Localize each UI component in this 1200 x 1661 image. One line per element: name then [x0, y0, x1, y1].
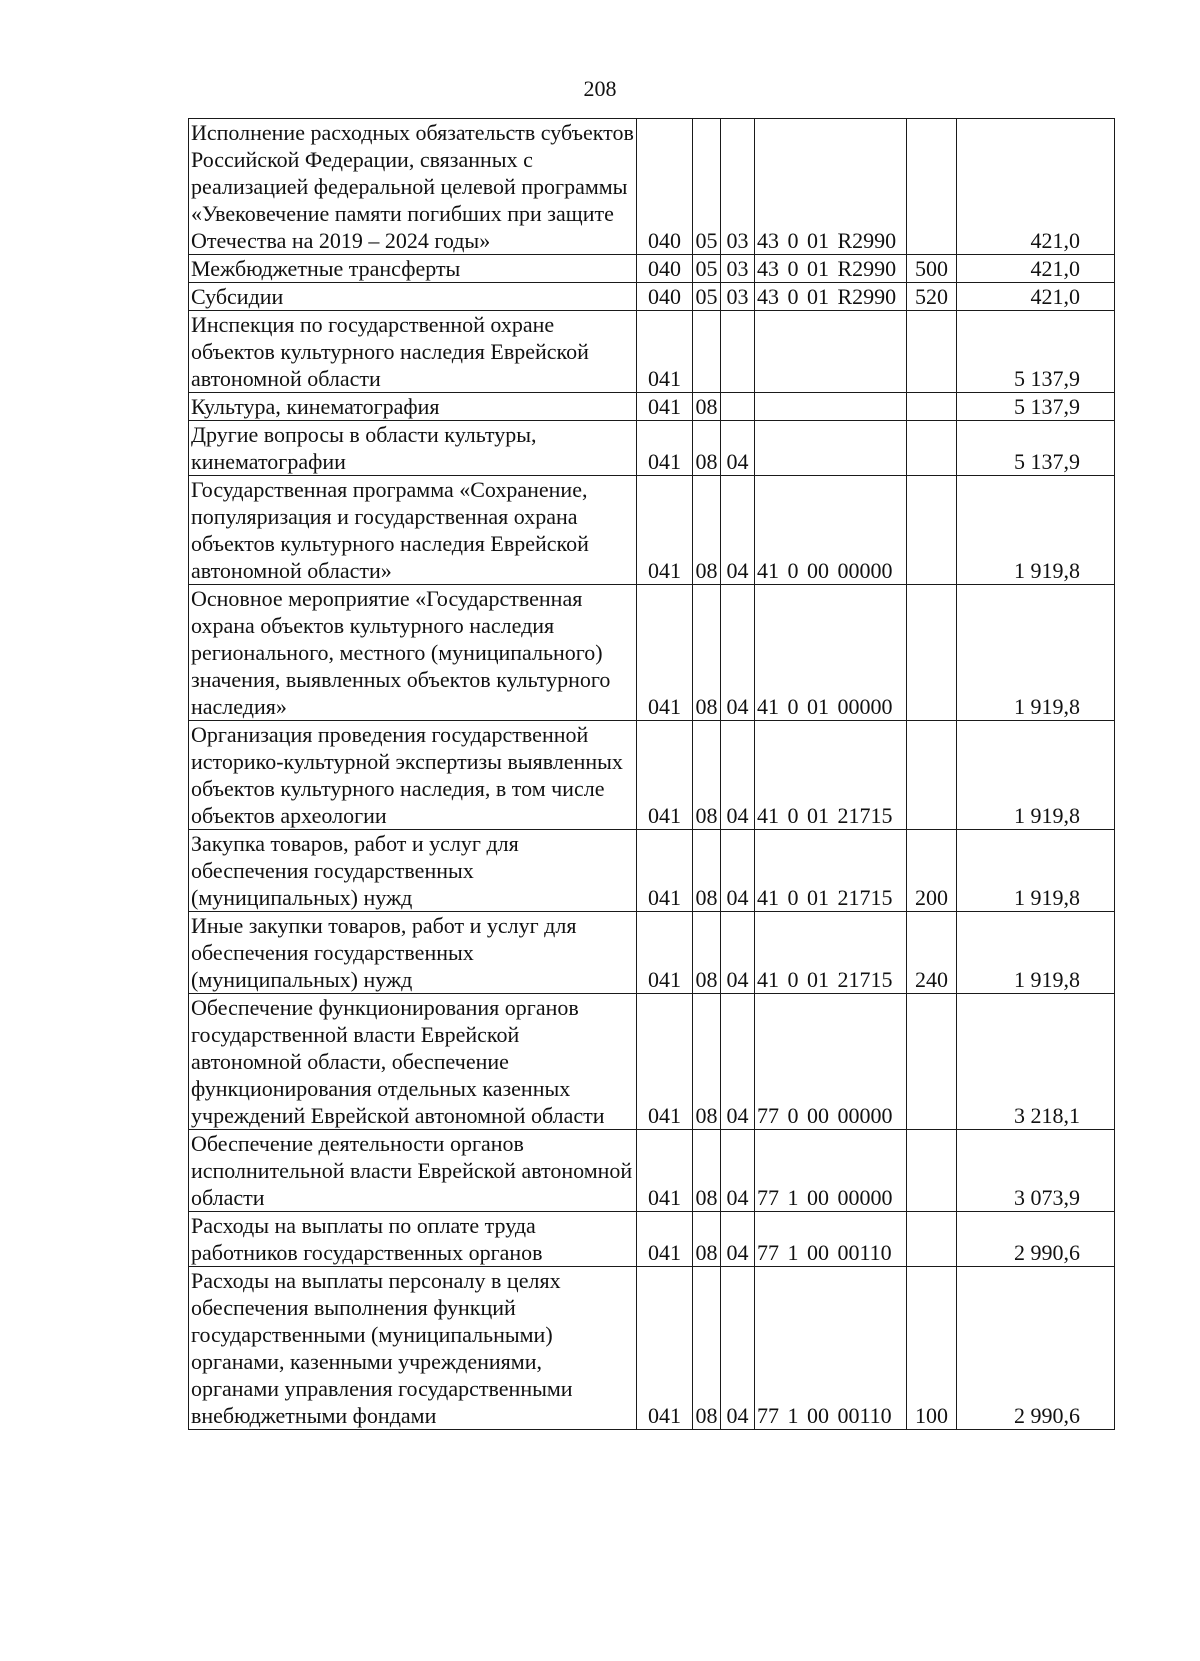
- row-ved: 041: [637, 912, 693, 994]
- row-pr: [721, 311, 755, 393]
- row-pr: 04: [721, 721, 755, 830]
- row-amount: 2 990,6: [957, 1212, 1115, 1267]
- row-rz: 08: [693, 912, 721, 994]
- row-ved: 041: [637, 1267, 693, 1430]
- row-vr: [907, 119, 957, 255]
- row-pr: 04: [721, 994, 755, 1130]
- row-pr: 04: [721, 585, 755, 721]
- row-name: Основное мероприятие «Государственная охрана объектов культурного наследия регионального, местного (муниципального) значения, выявленных объектов культурного наследия»: [189, 585, 637, 721]
- row-name: Организация проведения государственной историко-культурной экспертизы выявленных объектов культурного наследия, в том числе объектов археологии: [189, 721, 637, 830]
- row-csr: 77 1 00 00110: [755, 1267, 907, 1430]
- table-row: [189, 830, 1115, 912]
- row-vr: [907, 721, 957, 830]
- table-row: [189, 393, 1115, 421]
- row-pr: 03: [721, 283, 755, 311]
- row-amount: 1 919,8: [957, 476, 1115, 585]
- row-pr: 04: [721, 1212, 755, 1267]
- row-vr: [907, 393, 957, 421]
- row-vr: 240: [907, 912, 957, 994]
- row-pr: [721, 393, 755, 421]
- row-rz: 08: [693, 830, 721, 912]
- row-amount: 1 919,8: [957, 721, 1115, 830]
- row-amount: 1 919,8: [957, 585, 1115, 721]
- row-rz: [693, 311, 721, 393]
- row-csr: 77 1 00 00000: [755, 1130, 907, 1212]
- table-row: [189, 1267, 1115, 1430]
- table-row: [189, 1130, 1115, 1212]
- row-amount: 5 137,9: [957, 421, 1115, 476]
- table-row: [189, 311, 1115, 393]
- row-pr: 04: [721, 1130, 755, 1212]
- row-rz: 05: [693, 283, 721, 311]
- table-row: [189, 255, 1115, 283]
- row-vr: 520: [907, 283, 957, 311]
- row-amount: 5 137,9: [957, 311, 1115, 393]
- row-vr: 200: [907, 830, 957, 912]
- row-rz: 08: [693, 421, 721, 476]
- row-amount: 3 218,1: [957, 994, 1115, 1130]
- table-row: [189, 912, 1115, 994]
- row-name: Культура, кинематография: [189, 393, 637, 421]
- row-rz: 05: [693, 255, 721, 283]
- row-csr: 43 0 01 R2990: [755, 255, 907, 283]
- row-csr: 41 0 00 00000: [755, 476, 907, 585]
- row-rz: 08: [693, 393, 721, 421]
- row-rz: 08: [693, 1267, 721, 1430]
- row-ved: 041: [637, 393, 693, 421]
- table-row: [189, 119, 1115, 255]
- row-vr: [907, 994, 957, 1130]
- row-ved: 041: [637, 830, 693, 912]
- row-ved: 041: [637, 721, 693, 830]
- row-vr: [907, 311, 957, 393]
- row-pr: 03: [721, 119, 755, 255]
- row-name: Субсидии: [189, 283, 637, 311]
- row-pr: 04: [721, 1267, 755, 1430]
- row-vr: [907, 476, 957, 585]
- row-csr: [755, 393, 907, 421]
- row-name: Инспекция по государственной охране объектов культурного наследия Еврейской автономной области: [189, 311, 637, 393]
- table-row: [189, 421, 1115, 476]
- row-name: Обеспечение функционирования органов государственной власти Еврейской автономной области, обеспечение функционирования отдельных казенных учреждений Еврейской автономной области: [189, 994, 637, 1130]
- row-amount: 421,0: [957, 119, 1115, 255]
- row-ved: 040: [637, 119, 693, 255]
- row-pr: 03: [721, 255, 755, 283]
- row-vr: [907, 1130, 957, 1212]
- row-amount: 421,0: [957, 255, 1115, 283]
- table-row: [189, 283, 1115, 311]
- row-csr: 41 0 01 00000: [755, 585, 907, 721]
- row-rz: 08: [693, 1212, 721, 1267]
- row-vr: 500: [907, 255, 957, 283]
- row-amount: 3 073,9: [957, 1130, 1115, 1212]
- row-rz: 05: [693, 119, 721, 255]
- row-name: Расходы на выплаты по оплате труда работников государственных органов: [189, 1212, 637, 1267]
- row-amount: 1 919,8: [957, 912, 1115, 994]
- row-rz: 08: [693, 721, 721, 830]
- row-name: Другие вопросы в области культуры, кинематографии: [189, 421, 637, 476]
- row-vr: [907, 585, 957, 721]
- row-name: Государственная программа «Сохранение, популяризация и государственная охрана объектов культурного наследия Еврейской автономной области»: [189, 476, 637, 585]
- row-name: Иные закупки товаров, работ и услуг для обеспечения государственных (муниципальных) нужд: [189, 912, 637, 994]
- row-csr: 43 0 01 R2990: [755, 283, 907, 311]
- row-name: Исполнение расходных обязательств субъектов Российской Федерации, связанных с реализацией федеральной целевой программы «Увековечение памяти погибших при защите Отечества на 2019 – 2024 годы»: [189, 119, 637, 255]
- row-name: Межбюджетные трансферты: [189, 255, 637, 283]
- row-pr: 04: [721, 421, 755, 476]
- table-row: [189, 994, 1115, 1130]
- row-csr: 41 0 01 21715: [755, 721, 907, 830]
- row-name: Закупка товаров, работ и услуг для обеспечения государственных (муниципальных) нужд: [189, 830, 637, 912]
- row-csr: [755, 421, 907, 476]
- row-rz: 08: [693, 1130, 721, 1212]
- row-name: Расходы на выплаты персоналу в целях обеспечения выполнения функций государственными (муниципальными) органами, казенными учреждениями, органами управления государственными внебюджетными фондами: [189, 1267, 637, 1430]
- row-vr: 100: [907, 1267, 957, 1430]
- row-pr: 04: [721, 912, 755, 994]
- row-ved: 041: [637, 1212, 693, 1267]
- row-amount: 2 990,6: [957, 1267, 1115, 1430]
- row-csr: 41 0 01 21715: [755, 912, 907, 994]
- row-amount: 1 919,8: [957, 830, 1115, 912]
- row-csr: 43 0 01 R2990: [755, 119, 907, 255]
- row-vr: [907, 421, 957, 476]
- row-amount: 5 137,9: [957, 393, 1115, 421]
- row-ved: 041: [637, 1130, 693, 1212]
- row-ved: 040: [637, 283, 693, 311]
- row-rz: 08: [693, 994, 721, 1130]
- row-ved: 041: [637, 476, 693, 585]
- row-ved: 041: [637, 311, 693, 393]
- table-row: [189, 1212, 1115, 1267]
- budget-table: [188, 118, 1115, 1430]
- row-ved: 041: [637, 585, 693, 721]
- row-ved: 040: [637, 255, 693, 283]
- row-vr: [907, 1212, 957, 1267]
- row-name: Обеспечение деятельности органов исполнительной власти Еврейской автономной области: [189, 1130, 637, 1212]
- row-pr: 04: [721, 476, 755, 585]
- table-row: [189, 721, 1115, 830]
- table-row: [189, 476, 1115, 585]
- row-csr: 77 1 00 00110: [755, 1212, 907, 1267]
- page-number: 208: [583, 76, 617, 101]
- row-pr: 04: [721, 830, 755, 912]
- row-ved: 041: [637, 994, 693, 1130]
- row-rz: 08: [693, 476, 721, 585]
- row-ved: 041: [637, 421, 693, 476]
- row-csr: [755, 311, 907, 393]
- row-rz: 08: [693, 585, 721, 721]
- row-csr: 41 0 01 21715: [755, 830, 907, 912]
- row-csr: 77 0 00 00000: [755, 994, 907, 1130]
- table-row: [189, 585, 1115, 721]
- row-amount: 421,0: [957, 283, 1115, 311]
